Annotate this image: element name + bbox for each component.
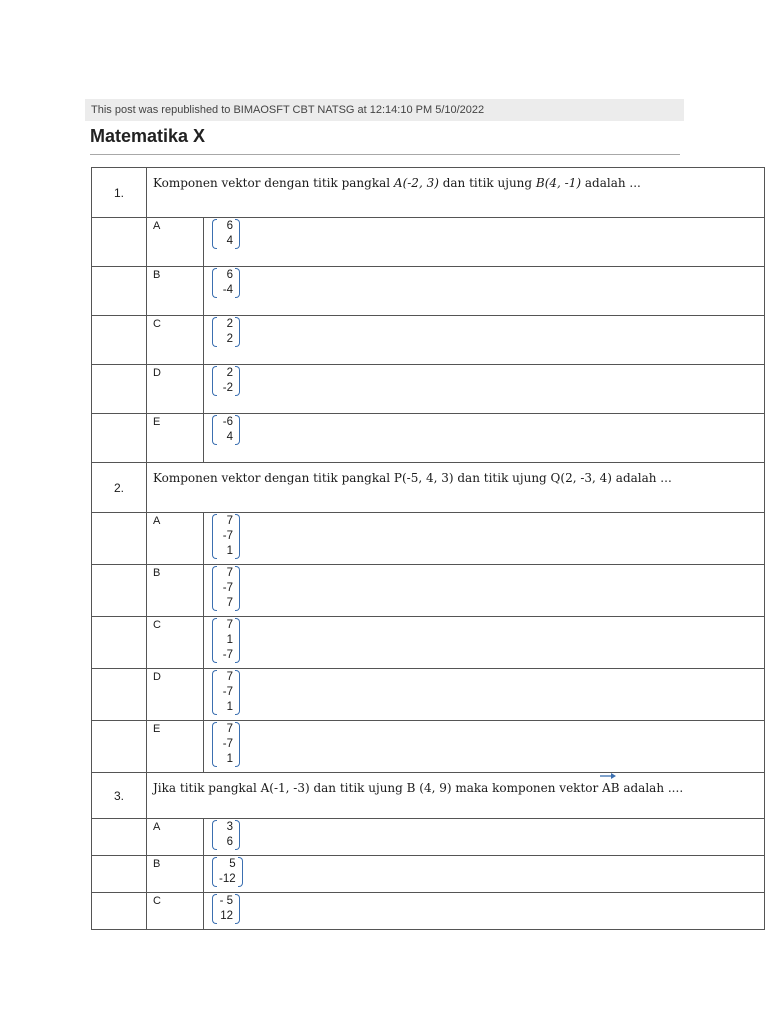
vector-component: -7 [222,582,233,594]
vector-components [217,566,235,611]
option-answer [204,819,765,856]
vector-component: 6 [226,269,233,281]
vector-component: -12 [219,873,236,885]
right-bracket-icon [235,219,240,249]
vector-component: 4 [226,235,233,247]
vector-components [217,894,235,924]
option-letter: D [147,365,204,414]
option-spacer [92,893,147,930]
vector-components [217,268,235,298]
column-vector [212,219,240,249]
option-spacer [92,856,147,893]
column-vector [212,366,240,396]
option-answer [204,267,765,316]
column-vector [212,566,240,611]
question-row [92,773,765,819]
column-vector [212,514,240,559]
option-row[interactable] [92,893,765,930]
vector-component: 1 [226,634,233,646]
vector-component: -7 [222,738,233,750]
option-spacer [92,721,147,773]
right-bracket-icon [235,894,240,924]
question-text [147,168,765,218]
vector-component: 1 [226,701,233,713]
question-text [147,463,765,513]
vector-component: -7 [222,530,233,542]
question-number: 3. [92,773,147,819]
question-text-part: Komponen vektor dengan titik pangkal [153,176,394,190]
option-letter: B [147,565,204,617]
question-text-part: B(4, -1) [535,176,582,190]
question-text-part: adalah ... [581,176,641,190]
option-row[interactable] [92,414,765,463]
vector-component: -7 [222,686,233,698]
title-divider [90,154,680,155]
option-spacer [92,267,147,316]
column-vector [212,415,240,445]
column-vector [212,857,243,887]
vector-components [217,857,238,887]
vector-component: -6 [222,416,233,428]
vector-component: -4 [222,284,233,296]
option-row[interactable] [92,267,765,316]
vector-component: 7 [226,619,233,631]
right-bracket-icon [235,366,240,396]
column-vector [212,894,240,924]
option-answer [204,414,765,463]
vector-component: -2 [222,382,233,394]
question-number: 1. [92,168,147,218]
question-text-part: dan titik ujung [438,176,536,190]
vector-component: 7 [226,567,233,579]
option-answer [204,218,765,267]
option-row[interactable] [92,669,765,721]
vector-component: 7 [226,671,233,683]
option-row[interactable] [92,365,765,414]
option-letter: C [147,893,204,930]
option-answer [204,565,765,617]
column-vector [212,618,240,663]
vector-component: 6 [226,220,233,232]
question-text-part: A(-2, 3) [393,176,439,190]
page-title: Matematika X [90,126,206,146]
option-spacer [92,414,147,463]
vector-component: 7 [226,597,233,609]
question-number: 2. [92,463,147,513]
option-letter: A [147,819,204,856]
option-letter: E [147,414,204,463]
vector-components [217,722,235,767]
option-letter: B [147,267,204,316]
quiz-table [91,167,765,930]
option-row[interactable] [92,856,765,893]
option-row[interactable] [92,617,765,669]
question-text-part: Jika titik pangkal A(-1, -3) dan titik ujung B (4, 9) maka komponen vektor [153,781,603,795]
right-bracket-icon [235,415,240,445]
option-row[interactable] [92,316,765,365]
option-spacer [92,218,147,267]
column-vector [212,820,240,850]
option-row[interactable] [92,218,765,267]
question-text [147,773,765,819]
option-spacer [92,617,147,669]
vector-component: 3 [226,821,233,833]
option-answer [204,316,765,365]
right-bracket-icon [235,268,240,298]
right-bracket-icon [235,670,240,715]
option-letter: D [147,669,204,721]
option-spacer [92,316,147,365]
vector-component: 2 [226,318,233,330]
option-row[interactable] [92,819,765,856]
vector-component: 5 [229,858,236,870]
vector-component: 4 [226,431,233,443]
option-answer [204,856,765,893]
option-letter: C [147,316,204,365]
option-answer [204,617,765,669]
column-vector [212,317,240,347]
vector-component: 12 [220,910,233,922]
option-answer [204,513,765,565]
vector-component: 2 [226,333,233,345]
column-vector [212,268,240,298]
option-spacer [92,513,147,565]
vector-components [217,317,235,347]
vector-components [217,820,235,850]
option-letter: B [147,856,204,893]
option-letter: C [147,617,204,669]
vector-arrow-icon [600,772,616,780]
option-letter: A [147,218,204,267]
vector-components [217,219,235,249]
vector-component: 7 [226,515,233,527]
option-row[interactable] [92,513,765,565]
right-bracket-icon [235,566,240,611]
question-row [92,168,765,218]
vector-components [217,670,235,715]
option-spacer [92,565,147,617]
vector-component: 7 [226,723,233,735]
vector-components [217,618,235,663]
question-text-part: Komponen vektor dengan titik pangkal P(-5, 4, 3) dan titik ujung Q(2, -3, 4) adalah ... [153,471,672,485]
option-row[interactable] [92,565,765,617]
vector-component: 1 [226,753,233,765]
question-text-part: adalah .... [619,781,684,795]
vector-component: 6 [226,836,233,848]
vector-label: AB [602,781,620,795]
column-vector [212,670,240,715]
option-letter: A [147,513,204,565]
vector-component: 1 [226,545,233,557]
right-bracket-icon [235,820,240,850]
option-spacer [92,669,147,721]
option-spacer [92,365,147,414]
column-vector [212,722,240,767]
vector-component: 2 [226,367,233,379]
right-bracket-icon [235,514,240,559]
vector-component: - 5 [219,895,233,907]
option-answer [204,893,765,930]
right-bracket-icon [238,857,243,887]
option-letter: E [147,721,204,773]
question-row [92,463,765,513]
republish-banner: This post was republished to BIMAOSFT CBT NATSG at 12:14:10 PM 5/10/2022 [85,99,684,121]
vector-components [217,415,235,445]
option-answer [204,669,765,721]
right-bracket-icon [235,618,240,663]
option-spacer [92,819,147,856]
option-answer [204,721,765,773]
option-answer [204,365,765,414]
vector-component: -7 [222,649,233,661]
vector-components [217,366,235,396]
vector-components [217,514,235,559]
right-bracket-icon [235,722,240,767]
option-row[interactable] [92,721,765,773]
right-bracket-icon [235,317,240,347]
